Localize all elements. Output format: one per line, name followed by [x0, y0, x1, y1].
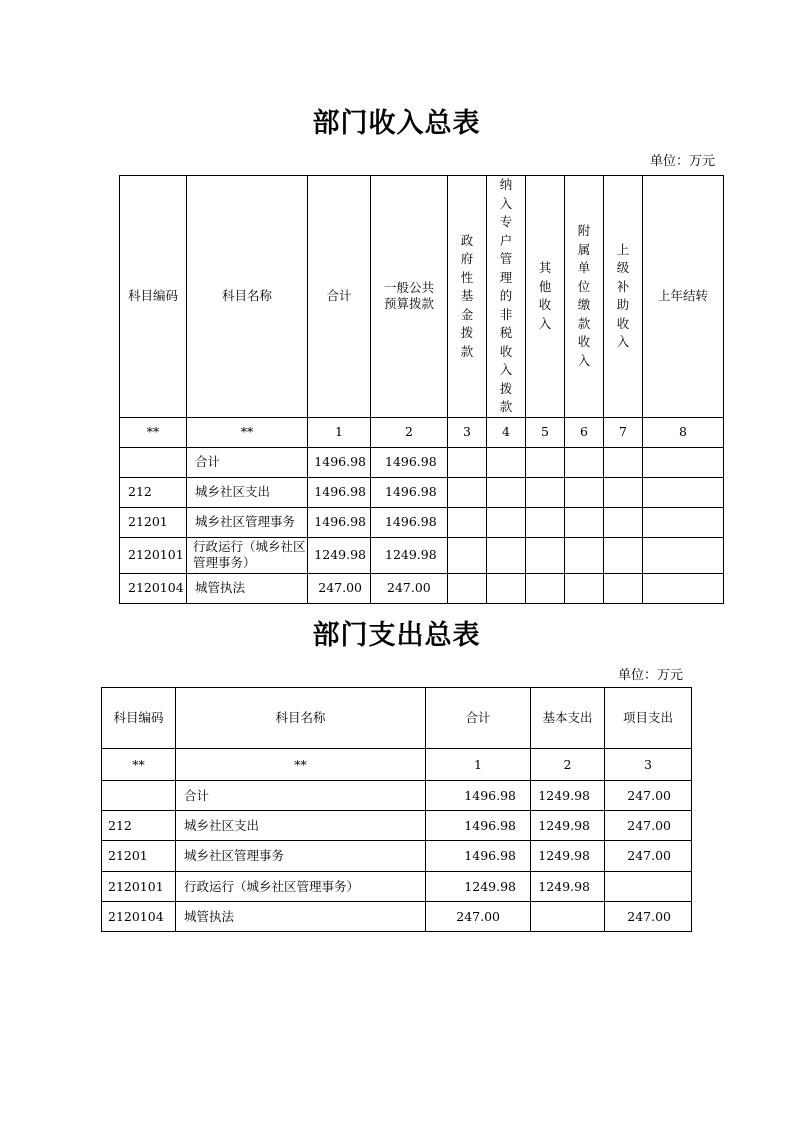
- income-header-superior-subsidy: 上级补助收入: [604, 176, 643, 418]
- general-budget-cell: 1496.98: [371, 507, 448, 537]
- empty-cell: [604, 507, 643, 537]
- table-row: [102, 841, 692, 872]
- empty-cell: [565, 447, 604, 477]
- project-cell: 247.00: [605, 781, 692, 811]
- empty-cell: [526, 477, 565, 507]
- table-row: [120, 573, 724, 603]
- income-header-general-budget: 一般公共预算拨款: [371, 176, 448, 418]
- empty-cell: [448, 507, 487, 537]
- empty-cell: [526, 507, 565, 537]
- total-cell: 1249.98: [426, 872, 531, 902]
- basic-cell: 1249.98: [531, 781, 605, 811]
- general-budget-cell: 1496.98: [371, 477, 448, 507]
- index-cell: **: [120, 417, 187, 447]
- empty-cell: [487, 447, 526, 477]
- income-header-other: 其他收入: [526, 176, 565, 418]
- name-cell: 城乡社区支出: [176, 811, 426, 841]
- table-row: [102, 902, 692, 932]
- empty-cell: [487, 573, 526, 603]
- empty-cell: [526, 447, 565, 477]
- empty-cell: [448, 447, 487, 477]
- income-table-title: 部门收入总表: [312, 108, 481, 139]
- table-row: [102, 811, 692, 841]
- name-cell: 城管执法: [176, 902, 426, 932]
- name-cell: 城乡社区支出: [187, 477, 308, 507]
- table-row: [120, 447, 724, 477]
- total-cell: 1496.98: [308, 507, 371, 537]
- empty-cell: [643, 573, 724, 603]
- expense-header-name: 科目名称: [176, 688, 426, 749]
- expense-header-project: 项目支出: [605, 688, 692, 749]
- code-cell: 2120101: [102, 872, 176, 902]
- empty-cell: [565, 573, 604, 603]
- income-header-total: 合计: [308, 176, 371, 418]
- index-cell: **: [176, 749, 426, 781]
- index-cell: 8: [643, 417, 724, 447]
- code-cell: [120, 447, 187, 477]
- index-cell: 3: [448, 417, 487, 447]
- index-cell: 5: [526, 417, 565, 447]
- name-cell: 行政运行（城乡社区管理事务）: [187, 537, 308, 573]
- name-cell: 行政运行（城乡社区管理事务）: [176, 872, 426, 902]
- total-cell: 1496.98: [426, 841, 531, 872]
- basic-cell: 1249.98: [531, 872, 605, 902]
- project-cell: 247.00: [605, 811, 692, 841]
- income-unit-label: 单位：万元: [650, 154, 716, 169]
- index-cell: 1: [308, 417, 371, 447]
- index-cell: 1: [426, 749, 531, 781]
- income-header-name: 科目名称: [187, 176, 308, 418]
- general-budget-cell: 1249.98: [371, 537, 448, 573]
- empty-cell: [643, 447, 724, 477]
- empty-cell: [526, 537, 565, 573]
- expense-header-code: 科目编码: [102, 688, 176, 749]
- code-cell: 2120104: [120, 573, 187, 603]
- income-header-special-account: 纳入专户管理的非税收入拨款: [487, 176, 526, 418]
- total-cell: 247.00: [308, 573, 371, 603]
- expense-header-basic: 基本支出: [531, 688, 605, 749]
- index-cell: 4: [487, 417, 526, 447]
- table-row: [120, 507, 724, 537]
- income-header-carryover: 上年结转: [643, 176, 724, 418]
- expense-header-total: 合计: [426, 688, 531, 749]
- index-cell: **: [102, 749, 176, 781]
- empty-cell: [643, 537, 724, 573]
- general-budget-cell: 1496.98: [371, 447, 448, 477]
- empty-cell: [604, 573, 643, 603]
- empty-cell: [565, 477, 604, 507]
- income-header-code: 科目编码: [120, 176, 187, 418]
- empty-cell: [565, 537, 604, 573]
- empty-cell: [487, 507, 526, 537]
- table-row: [120, 537, 724, 573]
- index-cell: 7: [604, 417, 643, 447]
- expense-index-row: [102, 749, 692, 781]
- total-cell: 1496.98: [426, 811, 531, 841]
- name-cell: 城乡社区管理事务: [176, 841, 426, 872]
- index-cell: **: [187, 417, 308, 447]
- empty-cell: [487, 537, 526, 573]
- name-cell: 城管执法: [187, 573, 308, 603]
- expense-table-title: 部门支出总表: [312, 620, 481, 651]
- empty-cell: [565, 507, 604, 537]
- code-cell: 21201: [102, 841, 176, 872]
- expense-unit-label: 单位：万元: [618, 668, 684, 683]
- code-cell: 212: [102, 811, 176, 841]
- empty-cell: [604, 477, 643, 507]
- total-cell: 1496.98: [426, 781, 531, 811]
- empty-cell: [487, 477, 526, 507]
- code-cell: 212: [120, 477, 187, 507]
- expense-header-row: [102, 688, 692, 749]
- income-index-row: [120, 417, 724, 447]
- index-cell: 2: [371, 417, 448, 447]
- table-row: [102, 781, 692, 811]
- name-cell: 合计: [176, 781, 426, 811]
- total-cell: 247.00: [426, 902, 531, 932]
- income-header-affiliated: 附属单位缴款收入: [565, 176, 604, 418]
- index-cell: 6: [565, 417, 604, 447]
- name-cell: 城乡社区管理事务: [187, 507, 308, 537]
- code-cell: 21201: [120, 507, 187, 537]
- project-cell: [605, 872, 692, 902]
- table-row: [102, 872, 692, 902]
- income-header-gov-fund: 政府性基金拨款: [448, 176, 487, 418]
- total-cell: 1496.98: [308, 477, 371, 507]
- empty-cell: [604, 447, 643, 477]
- total-cell: 1249.98: [308, 537, 371, 573]
- code-cell: 2120104: [102, 902, 176, 932]
- basic-cell: [531, 902, 605, 932]
- empty-cell: [448, 477, 487, 507]
- empty-cell: [448, 573, 487, 603]
- income-table: [119, 175, 724, 604]
- empty-cell: [448, 537, 487, 573]
- index-cell: 2: [531, 749, 605, 781]
- code-cell: [102, 781, 176, 811]
- basic-cell: 1249.98: [531, 811, 605, 841]
- empty-cell: [643, 477, 724, 507]
- project-cell: 247.00: [605, 902, 692, 932]
- income-header-row: [120, 176, 724, 418]
- empty-cell: [643, 507, 724, 537]
- expense-table: [101, 687, 692, 932]
- index-cell: 3: [605, 749, 692, 781]
- code-cell: 2120101: [120, 537, 187, 573]
- empty-cell: [604, 537, 643, 573]
- total-cell: 1496.98: [308, 447, 371, 477]
- project-cell: 247.00: [605, 841, 692, 872]
- basic-cell: 1249.98: [531, 841, 605, 872]
- general-budget-cell: 247.00: [371, 573, 448, 603]
- table-row: [120, 477, 724, 507]
- name-cell: 合计: [187, 447, 308, 477]
- empty-cell: [526, 573, 565, 603]
